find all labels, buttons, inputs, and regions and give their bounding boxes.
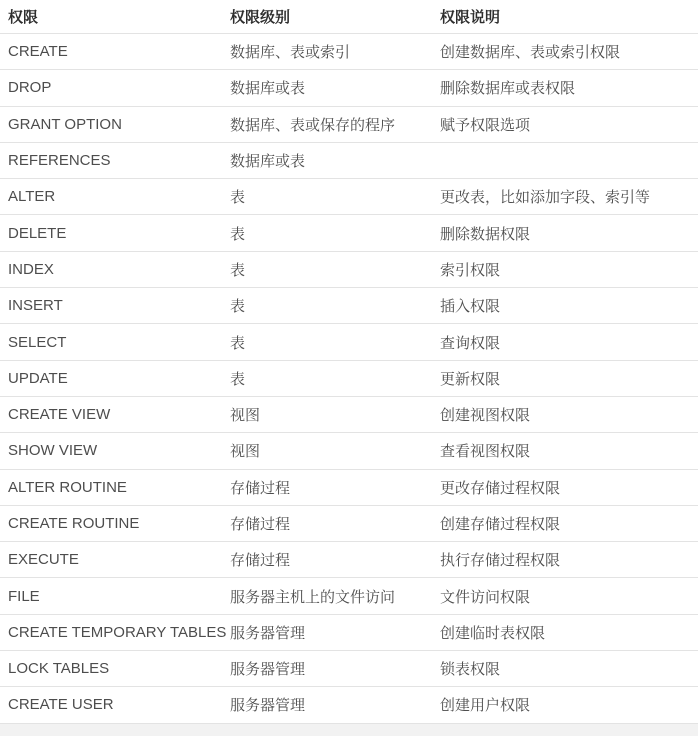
cell-permission-level: 服务器主机上的文件访问	[230, 578, 440, 614]
cell-permission: INSERT	[0, 288, 230, 324]
cell-permission: DROP	[0, 70, 230, 106]
cell-permission-level: 数据库、表或保存的程序	[230, 106, 440, 142]
cell-permission-description: 创建临时表权限	[440, 614, 698, 650]
cell-permission-level: 表	[230, 179, 440, 215]
cell-permission: FILE	[0, 578, 230, 614]
cell-permission-description: 查看视图权限	[440, 433, 698, 469]
table-row	[0, 288, 698, 324]
cell-permission: CREATE ROUTINE	[0, 505, 230, 541]
cell-permission: ALTER	[0, 179, 230, 215]
cell-permission: ALTER ROUTINE	[0, 469, 230, 505]
table-row	[0, 651, 698, 687]
cell-permission: CREATE USER	[0, 687, 230, 723]
table-row	[0, 179, 698, 215]
cell-permission-description: 执行存储过程权限	[440, 542, 698, 578]
cell-permission: SHOW VIEW	[0, 433, 230, 469]
cell-permission: GRANT OPTION	[0, 106, 230, 142]
cell-permission-level: 存储过程	[230, 469, 440, 505]
cell-permission: UPDATE	[0, 360, 230, 396]
cell-permission-description: 更新权限	[440, 360, 698, 396]
cell-permission-level: 视图	[230, 433, 440, 469]
cell-permission-level: 服务器管理	[230, 651, 440, 687]
cell-permission-level: 表	[230, 360, 440, 396]
cell-permission-level: 表	[230, 324, 440, 360]
table-row	[0, 469, 698, 505]
cell-permission-description: 删除数据库或表权限	[440, 70, 698, 106]
table-row	[0, 251, 698, 287]
cell-permission-description: 创建用户权限	[440, 687, 698, 723]
table-row	[0, 106, 698, 142]
cell-permission-description: 锁表权限	[440, 651, 698, 687]
cell-permission-level: 存储过程	[230, 505, 440, 541]
cell-permission-level: 服务器管理	[230, 614, 440, 650]
cell-permission-level: 表	[230, 251, 440, 287]
cell-permission-level: 数据库、表或索引	[230, 34, 440, 70]
cell-permission-description: 文件访问权限	[440, 578, 698, 614]
table-row	[0, 542, 698, 578]
table-row	[0, 142, 698, 178]
cell-permission-level: 表	[230, 288, 440, 324]
cell-permission-description: 更改表，比如添加字段、索引等	[440, 179, 698, 215]
cell-permission-level: 表	[230, 215, 440, 251]
cell-permission-description: 索引权限	[440, 251, 698, 287]
table-row	[0, 687, 698, 723]
header-row	[0, 0, 698, 34]
cell-permission: CREATE VIEW	[0, 396, 230, 432]
cell-permission: DELETE	[0, 215, 230, 251]
cell-permission: LOCK TABLES	[0, 651, 230, 687]
header-permission: 权限	[8, 9, 39, 26]
cell-permission: INDEX	[0, 251, 230, 287]
header-permission-level: 权限级别	[230, 9, 291, 26]
table-row	[0, 614, 698, 650]
cell-permission: CREATE TEMPORARY TABLES	[0, 614, 230, 650]
table-row	[0, 433, 698, 469]
cell-permission-description	[440, 142, 698, 178]
table-row	[0, 360, 698, 396]
cell-permission: CREATE	[0, 34, 230, 70]
table-row	[0, 324, 698, 360]
cell-permission-description: 更改存储过程权限	[440, 469, 698, 505]
cell-permission-level: 视图	[230, 396, 440, 432]
cell-permission: EXECUTE	[0, 542, 230, 578]
cell-permission-level: 服务器管理	[230, 687, 440, 723]
cell-permission-description: 赋予权限选项	[440, 106, 698, 142]
cell-permission-description: 创建数据库、表或索引权限	[440, 34, 698, 70]
cell-permission-description: 插入权限	[440, 288, 698, 324]
cell-permission-description: 创建视图权限	[440, 396, 698, 432]
table-row	[0, 215, 698, 251]
cell-permission-level: 数据库或表	[230, 142, 440, 178]
cell-permission: SELECT	[0, 324, 230, 360]
header-permission-description: 权限说明	[440, 9, 501, 26]
table-row	[0, 396, 698, 432]
cell-permission: REFERENCES	[0, 142, 230, 178]
table-header	[0, 0, 698, 34]
table-body	[0, 34, 698, 724]
cell-permission-description: 删除数据权限	[440, 215, 698, 251]
table-row	[0, 70, 698, 106]
cell-permission-description: 创建存储过程权限	[440, 505, 698, 541]
table-row	[0, 505, 698, 541]
cell-permission-level: 存储过程	[230, 542, 440, 578]
cell-permission-level: 数据库或表	[230, 70, 440, 106]
table-row	[0, 578, 698, 614]
table-row	[0, 34, 698, 70]
cell-permission-description: 查询权限	[440, 324, 698, 360]
